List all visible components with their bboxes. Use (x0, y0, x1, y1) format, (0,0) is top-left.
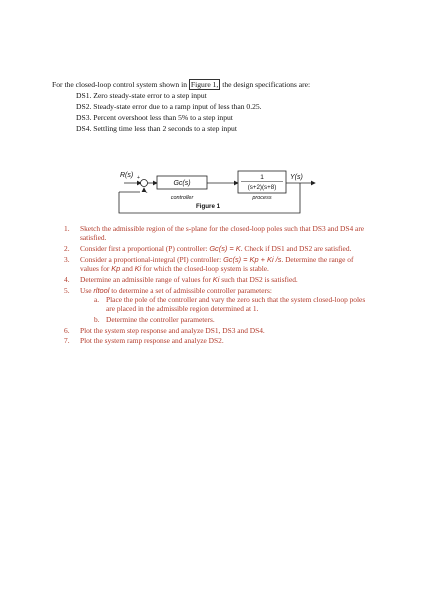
task-text: . Check if DS1 and DS2 are satisfied. (240, 244, 352, 253)
input-label: R(s) (120, 172, 134, 179)
task-text: Use (80, 285, 94, 295)
task-text: to determine a set of admissible controller parameters: (109, 285, 272, 295)
controller-caption: controller (170, 195, 194, 201)
output-label: Y(s) (290, 174, 303, 181)
task-item (52, 244, 372, 253)
task-number: 2. (64, 244, 70, 253)
task-math-text: Gc(s) = K (209, 244, 241, 253)
task-list (52, 224, 372, 347)
plus-sign: + (137, 175, 140, 181)
spec-ds1: DS1. Zero steady-state error to a step input (76, 91, 207, 100)
process-denominator: (s+2)(s+8) (247, 184, 277, 191)
task-item (52, 286, 372, 324)
spec-ds4: DS4. Settling time less than 2 seconds to a step input (76, 124, 237, 133)
subtask-item (80, 295, 372, 313)
subtask-text: Determine the controller parameters. (106, 314, 215, 324)
task-text: such that DS2 is satisfied. (219, 274, 298, 284)
intro-paragraph (52, 80, 412, 91)
task-item (52, 275, 372, 284)
task-text: and (120, 264, 135, 273)
task-math-text: Ki (134, 264, 142, 273)
subtask-item (80, 315, 372, 324)
task-number: 3. (64, 254, 70, 264)
task-text: for which the closed-loop system is stable. (141, 264, 269, 273)
task-math-text: Gc(s) = Kp + Ki /s (223, 254, 282, 264)
task-math-text: Ki (212, 274, 220, 284)
figure-caption: Figure 1 (196, 203, 221, 210)
task-item (52, 326, 372, 335)
process-caption: process (252, 195, 272, 201)
summing-junction (141, 180, 148, 187)
task-math-text: rltool (93, 285, 110, 295)
subtask-letter: a. (94, 294, 100, 304)
process-numerator: 1 (260, 174, 264, 181)
task-item (52, 336, 372, 345)
subtask-text: Place the pole of the controller and vary the zero such that the system closed-loop poles are placed in the admissible region determined at 1. (106, 294, 366, 313)
spec-ds2: DS2. Steady-state error due to a ramp input of less than 0.25. (76, 102, 262, 111)
task-item (52, 224, 372, 242)
task-number: 1. (64, 224, 70, 233)
task-text: Sketch the admissible region of the s-plane for the closed-loop poles such that DS3 and DS4 are satisfied. (80, 224, 365, 243)
task-number: 5. (64, 285, 70, 295)
task-text: Plot the system ramp response and analyze DS2. (80, 336, 224, 346)
task-math-text: Kp (111, 264, 121, 273)
figure-reference-link[interactable]: Figure 1, (190, 80, 219, 89)
task-number: 7. (64, 336, 70, 346)
task-number: 6. (64, 325, 70, 335)
task-number: 4. (64, 274, 70, 284)
task-text: Consider a proportional-integral (PI) controller: (80, 254, 224, 264)
task-text: Consider first a proportional (P) controller: (80, 244, 210, 253)
task-text: Plot the system step response and analyze DS1, DS3 and DS4. (80, 325, 265, 335)
intro-text-before: For the closed-loop control system shown in (52, 80, 187, 89)
task-text: . Determine the range of values for (80, 254, 354, 273)
intro-text-after: the design specifications are: (222, 80, 311, 89)
task-text: Determine an admissible range of values for (80, 274, 213, 284)
block-diagram (110, 168, 330, 228)
task-item (52, 255, 372, 273)
minus-sign: - (145, 190, 148, 196)
subtask-list (80, 295, 372, 324)
spec-ds3: DS3. Percent overshoot less than 5% to a step input (76, 113, 233, 122)
controller-block-label: Gc(s) (173, 180, 191, 187)
subtask-letter: b. (94, 314, 100, 324)
